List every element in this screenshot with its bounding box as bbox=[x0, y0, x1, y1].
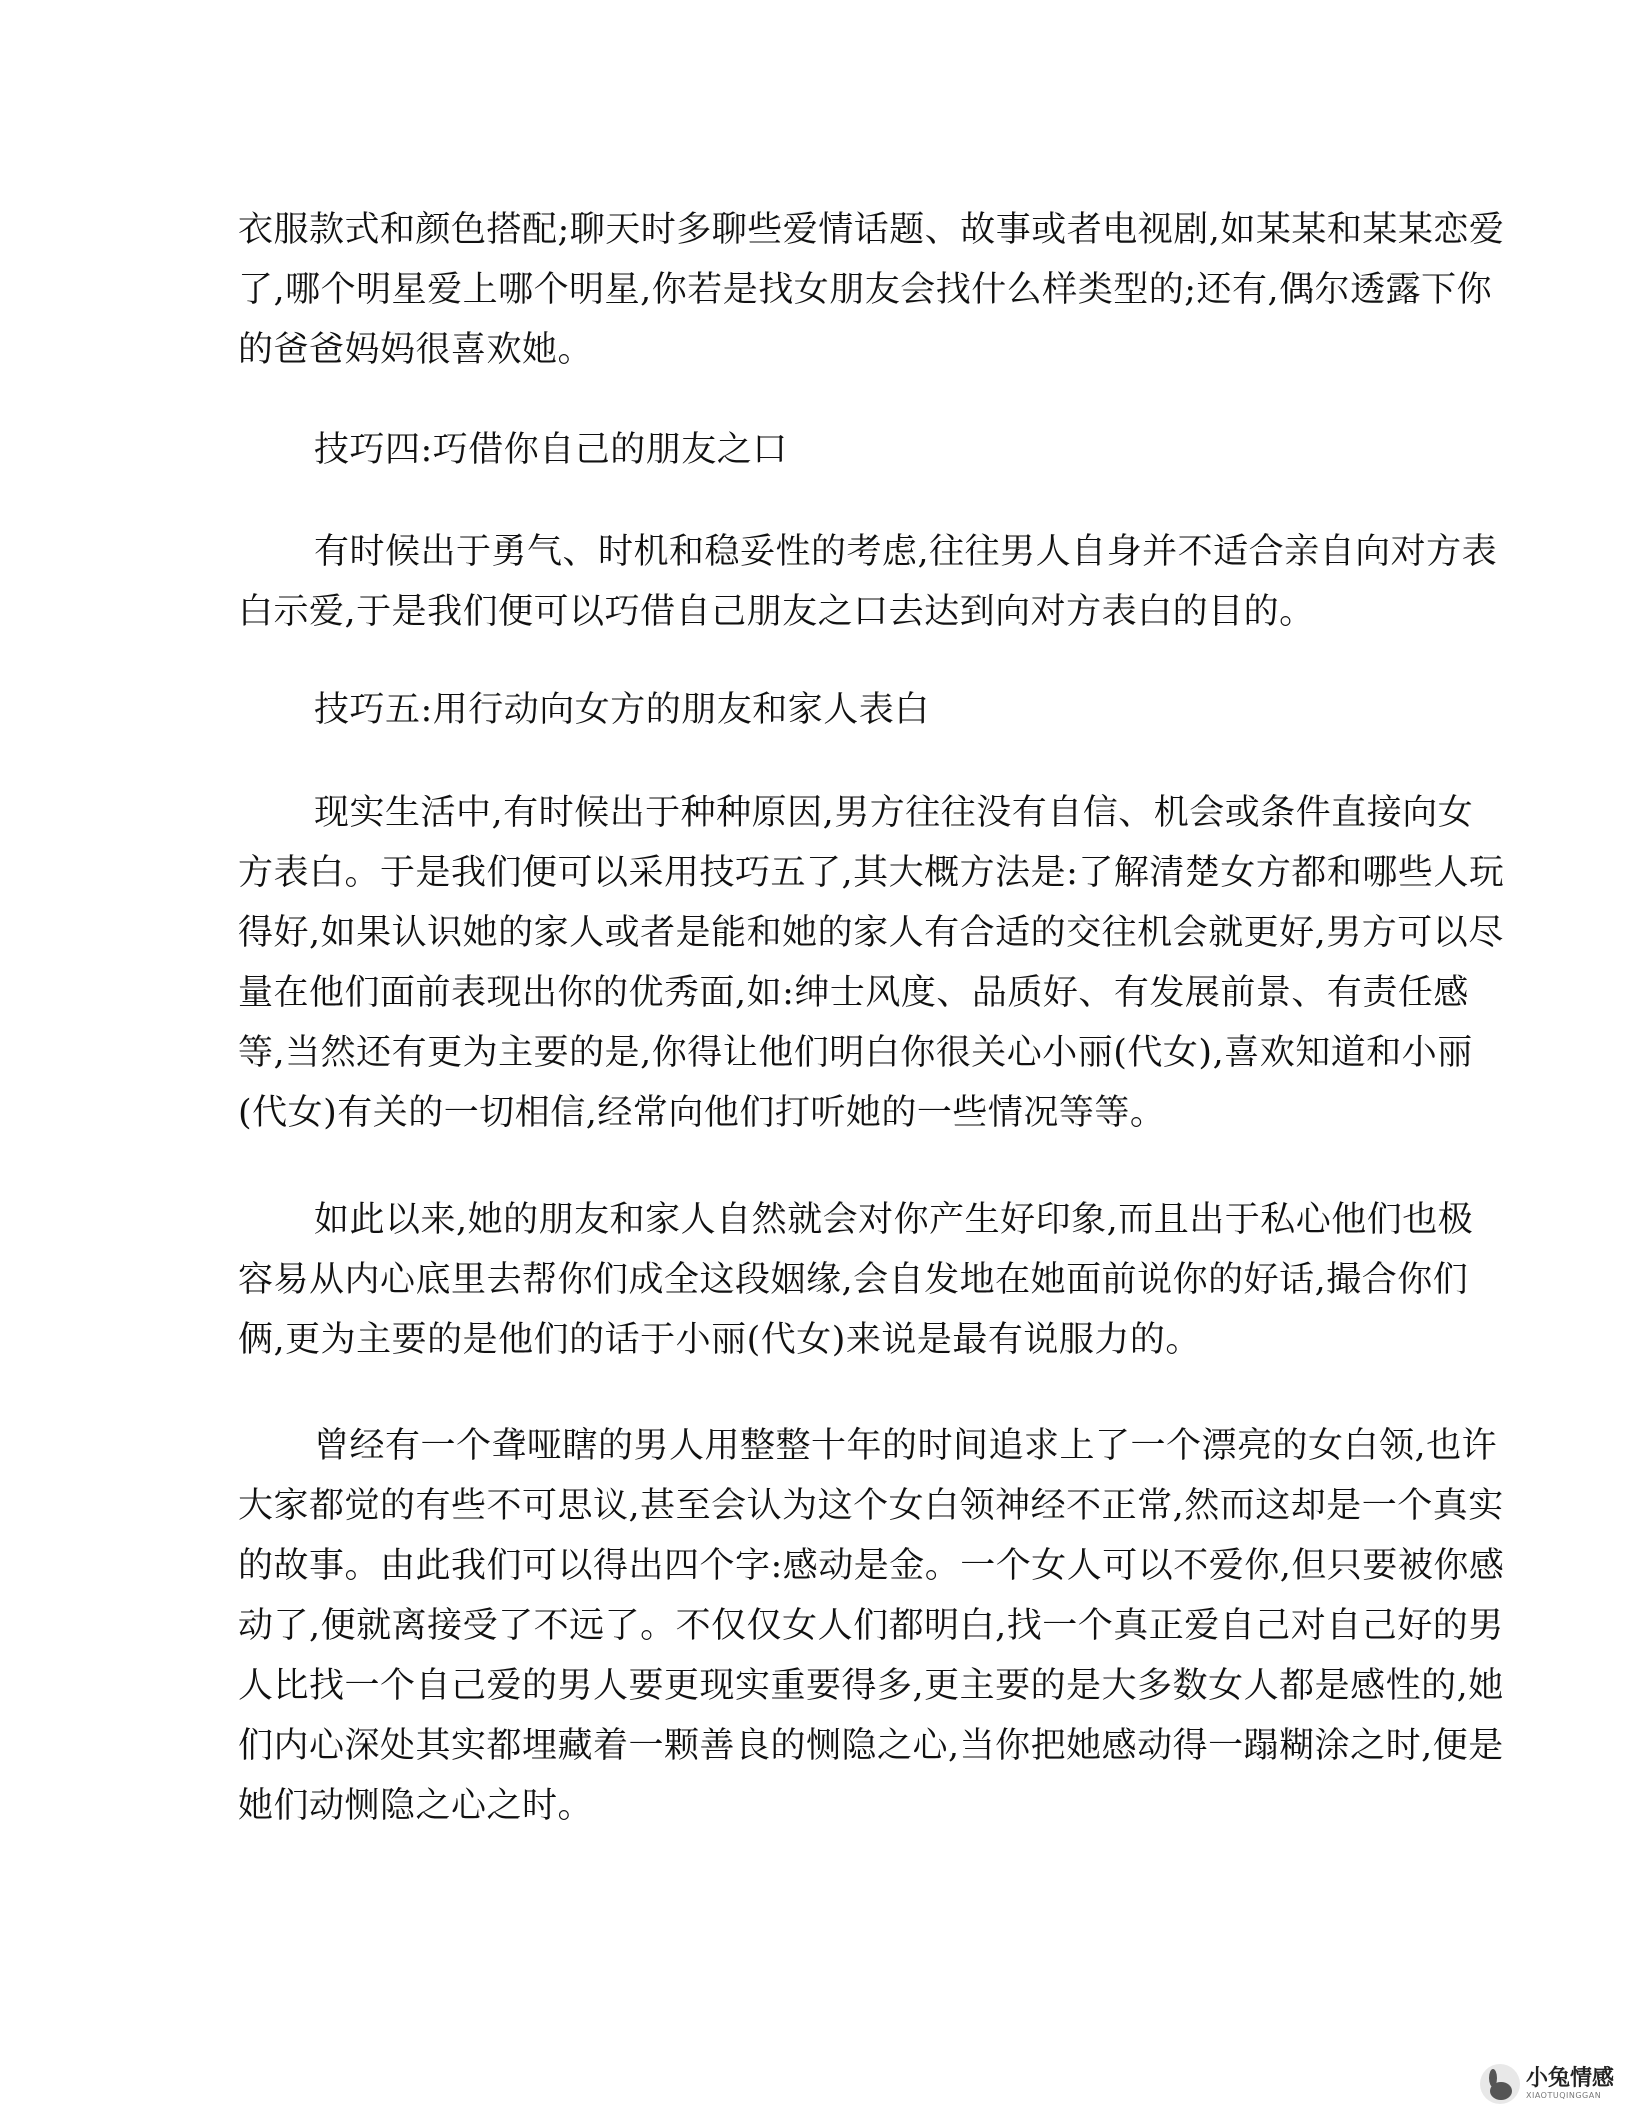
text-line: (代女)有关的一切相信,经常向他们打听她的一些情况等等。 bbox=[238, 1093, 1166, 1133]
text-line: 的爸爸妈妈很喜欢她。 bbox=[238, 330, 594, 370]
text-line: 方表白。于是我们便可以采用技巧五了,其大概方法是:了解清楚女方都和哪些人玩 bbox=[238, 853, 1505, 893]
text-line: 现实生活中,有时候出于种种原因,男方往往没有自信、机会或条件直接向女 bbox=[314, 793, 1474, 833]
text-line: 白示爱,于是我们便可以巧借自己朋友之口去达到向对方表白的目的。 bbox=[238, 592, 1315, 632]
watermark-text bbox=[1526, 2067, 1614, 2101]
text-line: 大家都觉的有些不可思议,甚至会认为这个女白领神经不正常,然而这却是一个真实 bbox=[238, 1486, 1504, 1526]
text-line: 们内心深处其实都埋藏着一颗善良的恻隐之心,当你把她感动得一蹋糊涂之时,便是 bbox=[238, 1726, 1504, 1766]
heading-text: 技巧四:巧借你自己的朋友之口 bbox=[314, 430, 788, 470]
text-line: 的故事。由此我们可以得出四个字:感动是金。一个女人可以不爱你,但只要被你感 bbox=[238, 1546, 1505, 1586]
text-line: 人比找一个自己爱的男人要更现实重要得多,更主要的是大多数女人都是感性的,她 bbox=[238, 1666, 1504, 1706]
text-line: 得好,如果认识她的家人或者是能和她的家人有合适的交往机会就更好,男方可以尽 bbox=[238, 913, 1504, 953]
paragraph bbox=[238, 522, 1498, 642]
watermark-url: XIAOTUQINGGAN bbox=[1525, 2091, 1602, 2100]
rabbit-logo-icon bbox=[1480, 2064, 1520, 2104]
text-line: 曾经有一个聋哑瞎的男人用整整十年的时间追求上了一个漂亮的女白领,也许 bbox=[314, 1426, 1498, 1466]
watermark bbox=[1480, 2064, 1614, 2104]
text-line: 容易从内心底里去帮你们成全这段姻缘,会自发地在她面前说你的好话,撮合你们 bbox=[238, 1260, 1469, 1300]
text-line: 有时候出于勇气、时机和稳妥性的考虑,往往男人自身并不适合亲自向对方表 bbox=[314, 532, 1498, 572]
paragraph bbox=[238, 200, 1505, 380]
section-heading bbox=[238, 680, 1388, 740]
section-heading bbox=[238, 420, 1388, 480]
paragraph bbox=[238, 1416, 1505, 1836]
paragraph bbox=[238, 783, 1505, 1143]
paragraph bbox=[238, 1190, 1474, 1370]
watermark-name: 小兔情感 bbox=[1525, 2066, 1614, 2091]
text-line: 了,哪个明星爱上哪个明星,你若是找女朋友会找什么样类型的;还有,偶尔透露下你 bbox=[238, 270, 1493, 310]
text-line: 等,当然还有更为主要的是,你得让他们明白你很关心小丽(代女),喜欢知道和小丽 bbox=[238, 1033, 1473, 1073]
text-line: 量在他们面前表现出你的优秀面,如:绅士风度、品质好、有发展前景、有责任感 bbox=[238, 973, 1469, 1013]
text-line: 衣服款式和颜色搭配;聊天时多聊些爱情话题、故事或者电视剧,如某某和某某恋爱 bbox=[238, 210, 1505, 250]
heading-text: 技巧五:用行动向女方的朋友和家人表白 bbox=[314, 690, 930, 730]
text-line: 动了,便就离接受了不远了。不仅仅女人们都明白,找一个真正爱自己对自己好的男 bbox=[238, 1606, 1504, 1646]
text-line: 她们动恻隐之心之时。 bbox=[238, 1786, 594, 1826]
text-line: 如此以来,她的朋友和家人自然就会对你产生好印象,而且出于私心他们也极 bbox=[314, 1200, 1474, 1240]
text-line: 俩,更为主要的是他们的话于小丽(代女)来说是最有说服力的。 bbox=[238, 1320, 1201, 1360]
